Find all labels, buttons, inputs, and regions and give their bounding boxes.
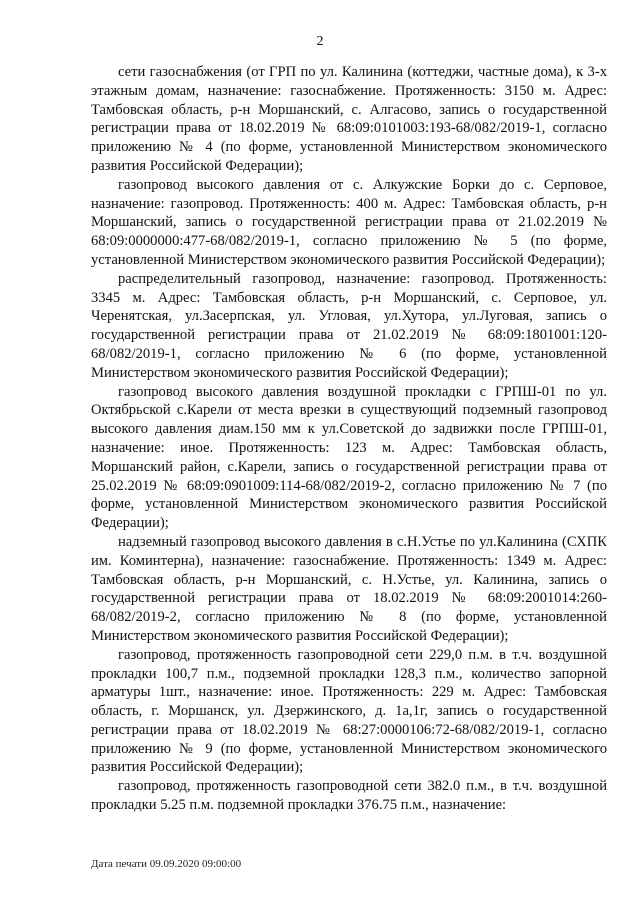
print-date-footer: Дата печати 09.09.2020 09:00:00 (91, 858, 242, 870)
paragraph: газопровод, протяженность газопроводной сети 382.0 п.м., в т.ч. воздушной прокладки 5.25 п.м. подземной прокладки 376.75 п.м., назначение: (91, 778, 607, 814)
page-number: 2 (316, 34, 324, 49)
paragraph: газопровод высокого давления от с. Алкужские Борки до с. Серповое, назначение: газопровод. Протяженность: 400 м. Адрес: Тамбовская область, р-н Моршанский, запись о государственной регистрации права от 21.02.2019 № 68:09:0000000:477-68/082/2019-1, согласно приложению № 5 (по форме, установленной Министерством экономического развития Российской Федерации); (91, 176, 607, 268)
paragraph: распределительный газопровод, назначение: газопровод. Протяженность: 3345 м. Адрес: Тамбовская область, р-н Моршанский, с. Серповое, ул. Черенятская, ул.Засерпская, ул. Угловая, ул.Хутора, ул.Луговая, запись о государственной регистрации права от 21.02.2019 № 68:09:1801001:120-68/082/2019-1, согласно приложению № 6 (по форме, установленной Министерством экономического развития Российской Федерации); (91, 270, 607, 381)
paragraph: надземный газопровод высокого давления в с.Н.Устье по ул.Калинина (СХПК им. Коминтерна), назначение: газоснабжение. Протяженность: 1349 м. Адрес: Тамбовская область, р-н Моршанский, с. Н.Устье, ул. Калинина, запись о государственной регистрации права от 18.02.2019 № 68:09:2001014:260-68/082/2019-2, согласно приложению № 8 (по форме, установленной Министерством экономического развития Российской Федерации); (91, 533, 607, 644)
paragraph: газопровод, протяженность газопроводной сети 229,0 п.м. в т.ч. воздушной прокладки 100,7 п.м., подземной прокладки 128,3 п.м., количество запорной арматуры 1шт., назначение: иное. Протяженность: 229 м. Адрес: Тамбовская область, г. Моршанск, ул. Дзержинского, д. 1а,1г, запись о государственной регистрации права от 18.02.2019 № 68:27:0000106:72-68/082/2019-1, согласно приложению № 9 (по форме, установленной Министерством экономического развития Российской Федерации); (91, 646, 607, 776)
paragraph: сети газоснабжения (от ГРП по ул. Калинина (коттеджи, частные дома), к 3-х этажным домам, назначение: газоснабжение. Протяженность: 3150 м. Адрес: Тамбовская область, р-н Моршанский, с. Алгасово, запись о государственной регистрации права от 18.02.2019 № 68:09:0101003:193-68/082/2019-1, согласно приложению № 4 (по форме, установленной Министерством экономического развития Российской Федерации); (91, 64, 607, 174)
document-body (91, 63, 607, 815)
paragraph: газопровод высокого давления воздушной прокладки с ГРПШ-01 по ул. Октябрьской с.Карели от места врезки в существующий подземный газопровод высокого давления диам.150 мм к ул.Советской до задвижки после ГРПШ-01, назначение: иное. Протяженность: 123 м. Адрес: Тамбовская область, Моршанский район, с.Карели, запись о государственной регистрации права от 25.02.2019 № 68:09:0901009:114-68/082/2019-2, согласно приложению № 7 (по форме, установленной Министерством экономического развития Российской Федерации); (91, 383, 607, 532)
